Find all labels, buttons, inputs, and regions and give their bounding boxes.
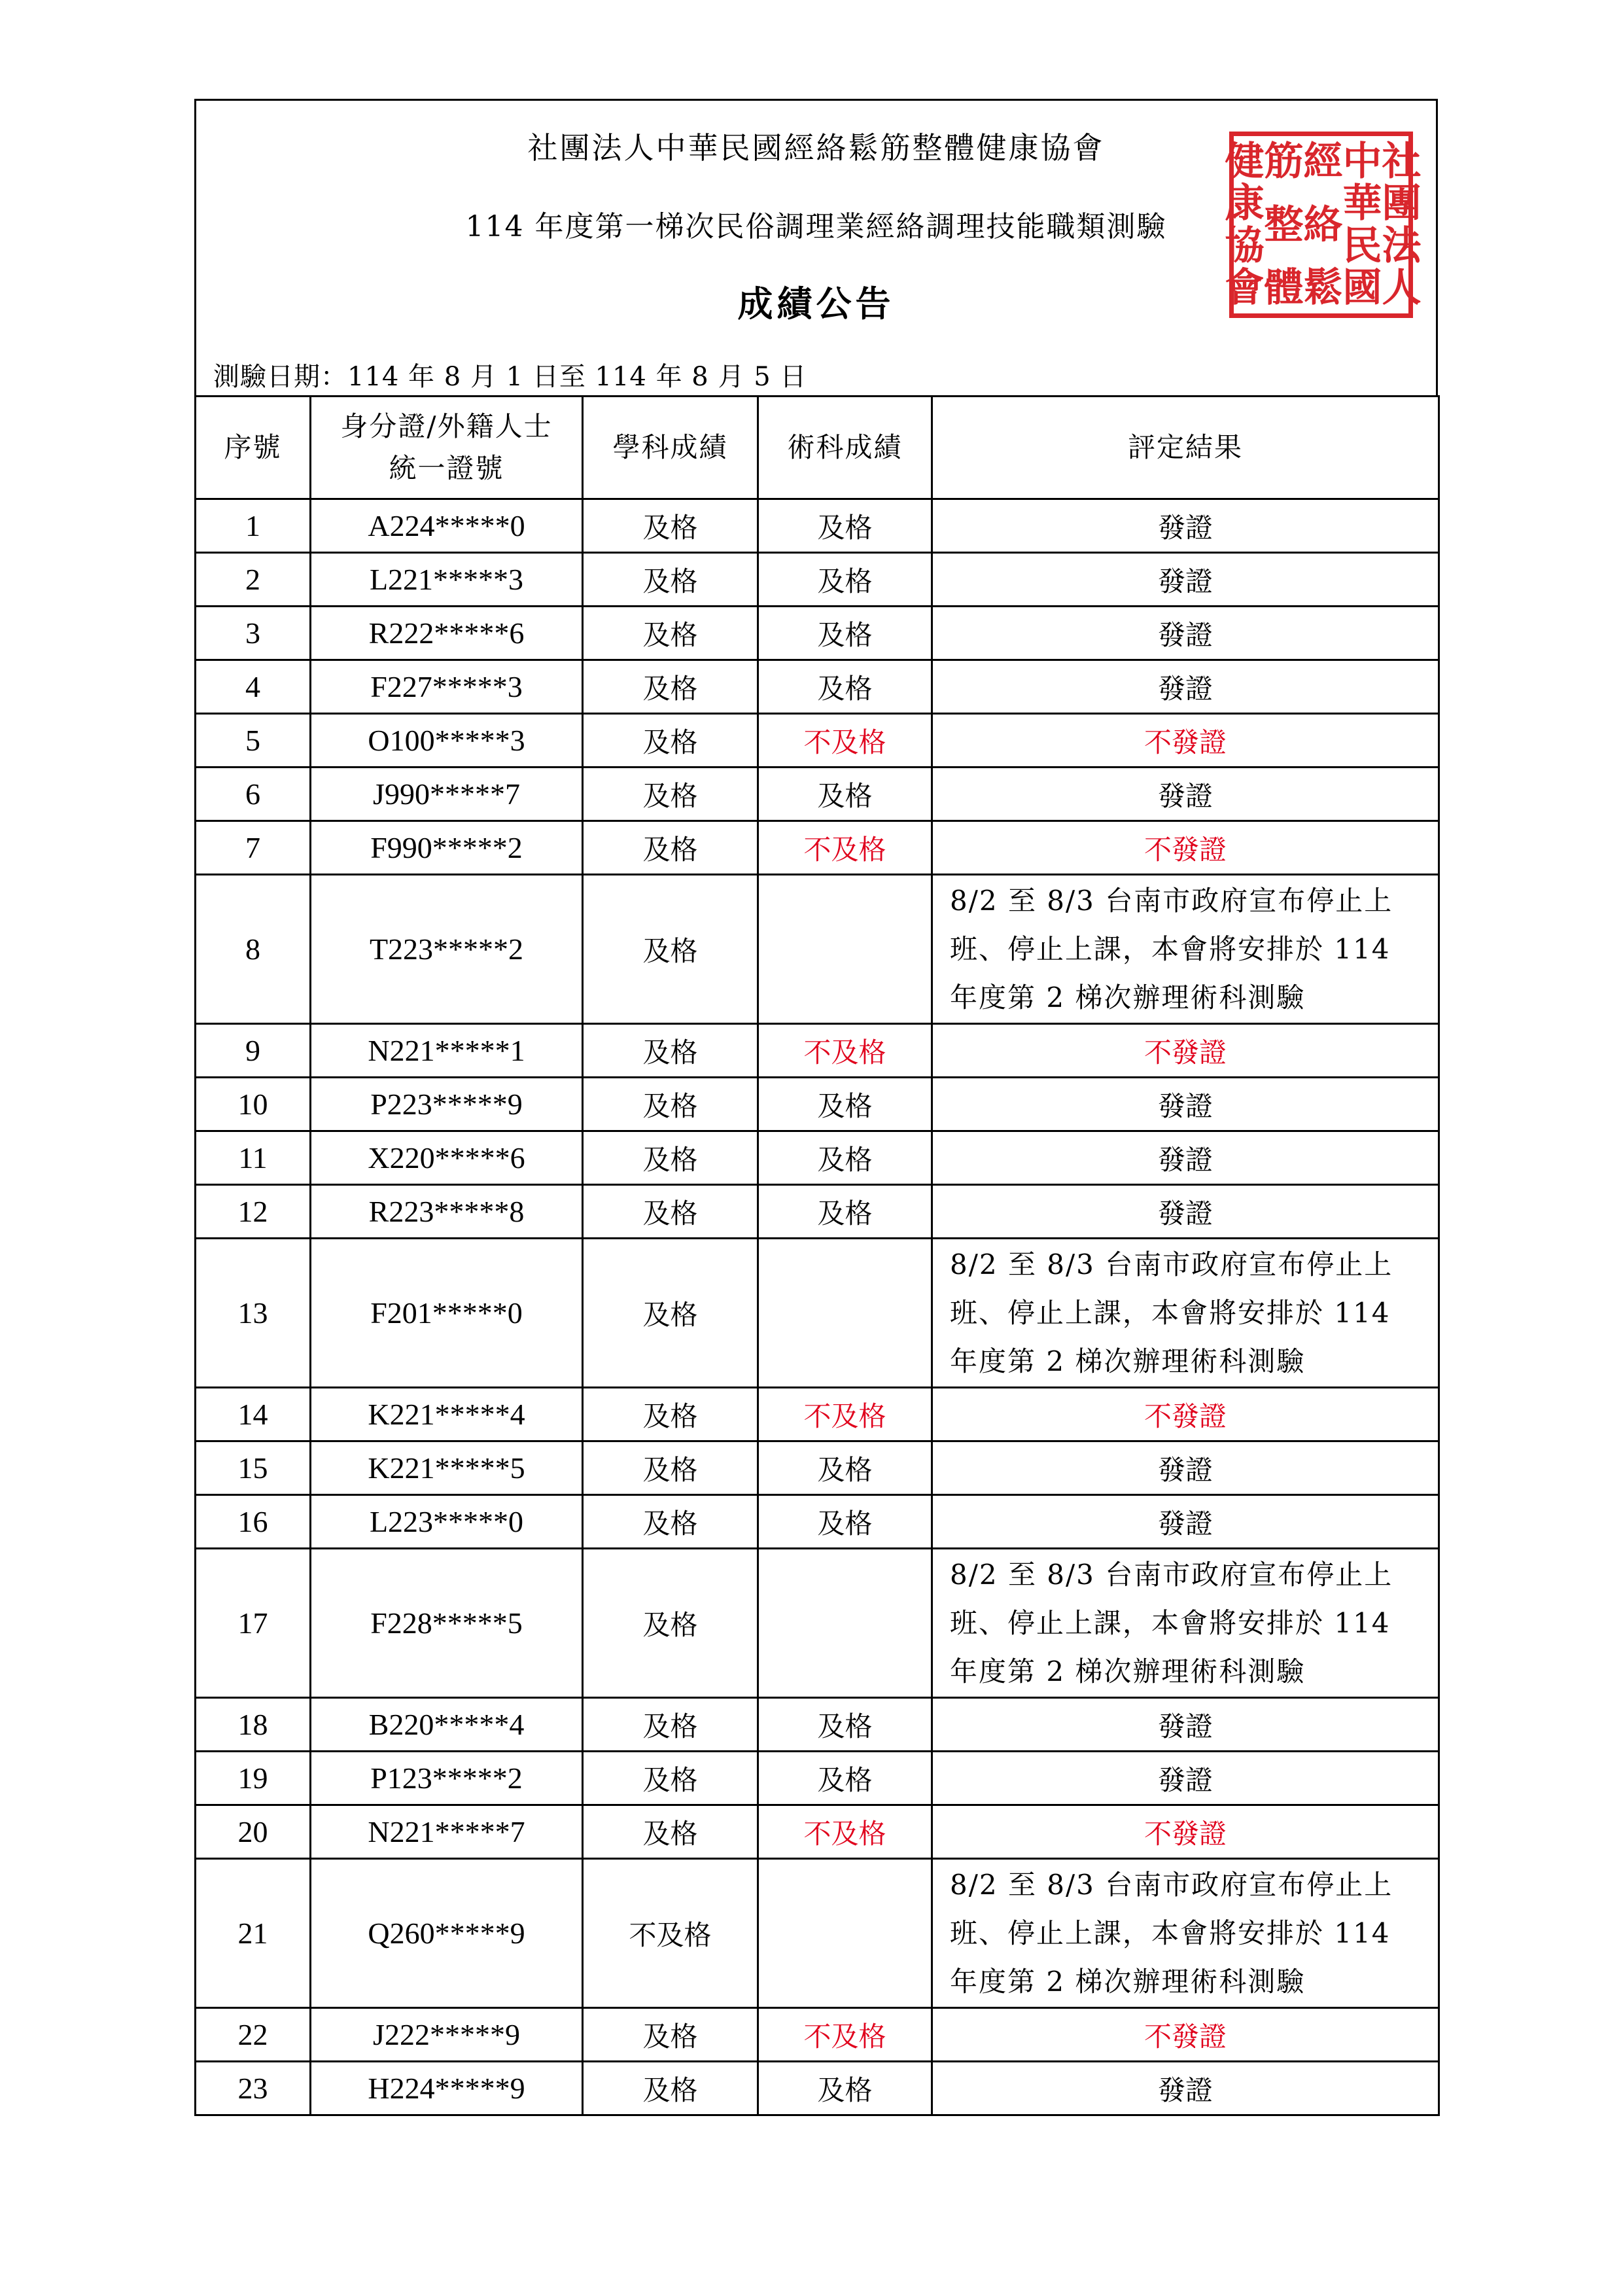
organization-name: 社團法人中華民國經絡鬆筋整體健康協會 (527, 130, 1105, 166)
result-cell: 不發證 (932, 1805, 1439, 1859)
seq-cell: 8 (196, 875, 311, 1024)
test-date: 測驗日期：114 年 8 月 1 日至 114 年 8 月 5 日 (213, 362, 807, 392)
table-row (196, 607, 1439, 660)
result-cell: 發證 (932, 2062, 1439, 2115)
written-score-cell: 及格 (583, 1549, 758, 1698)
id-cell: J222*****9 (311, 2008, 583, 2062)
table-row (196, 1185, 1439, 1239)
written-score-cell: 及格 (583, 553, 758, 607)
table-row (196, 875, 1439, 1024)
result-cell: 發證 (932, 499, 1439, 553)
table-row (196, 1549, 1439, 1698)
notice-title: 成績公告 (737, 283, 895, 325)
table-row (196, 1752, 1439, 1805)
id-cell: R223*****8 (311, 1185, 583, 1239)
result-cell: 8/2 至 8/3 台南市政府宣布停止上班、停止上課，本會將安排於 114 年度第 2 梯次辦理術科測驗 (932, 1549, 1439, 1698)
id-cell: B220*****4 (311, 1698, 583, 1752)
practical-score-cell: 不及格 (758, 1805, 932, 1859)
seq-cell: 15 (196, 1441, 311, 1495)
practical-score-cell: 及格 (758, 1131, 932, 1185)
seq-cell: 9 (196, 1024, 311, 1078)
practical-score-cell: 及格 (758, 1698, 932, 1752)
written-score-cell: 及格 (583, 499, 758, 553)
written-score-cell: 及格 (583, 1024, 758, 1078)
seal-column: 社 團 法 人 (1382, 139, 1422, 311)
header-result: 評定結果 (932, 397, 1439, 499)
id-cell: F201*****0 (311, 1239, 583, 1388)
written-score-cell: 及格 (583, 1239, 758, 1388)
results-table (194, 395, 1440, 2116)
result-cell: 不發證 (932, 2008, 1439, 2062)
table-row (196, 660, 1439, 714)
practical-score-cell: 不及格 (758, 821, 932, 875)
practical-score-cell: 及格 (758, 1495, 932, 1549)
seal-column: 健 康 協 會 (1225, 139, 1265, 311)
id-cell: R222*****6 (311, 607, 583, 660)
written-score-cell: 及格 (583, 821, 758, 875)
table-row (196, 821, 1439, 875)
practical-score-cell: 及格 (758, 1441, 932, 1495)
table-row (196, 768, 1439, 821)
result-cell: 發證 (932, 1752, 1439, 1805)
seq-cell: 5 (196, 714, 311, 768)
seq-cell: 10 (196, 1078, 311, 1131)
id-cell: X220*****6 (311, 1131, 583, 1185)
seq-cell: 2 (196, 553, 311, 607)
seq-cell: 7 (196, 821, 311, 875)
practical-score-cell (758, 875, 932, 1024)
result-cell: 發證 (932, 1441, 1439, 1495)
id-cell: Q260*****9 (311, 1859, 583, 2008)
seq-cell: 11 (196, 1131, 311, 1185)
id-cell: L223*****0 (311, 1495, 583, 1549)
result-cell: 發證 (932, 1185, 1439, 1239)
practical-score-cell: 及格 (758, 553, 932, 607)
header-written: 學科成績 (583, 397, 758, 499)
id-cell: N221*****7 (311, 1805, 583, 1859)
written-score-cell: 及格 (583, 2008, 758, 2062)
written-score-cell: 及格 (583, 660, 758, 714)
written-score-cell: 及格 (583, 1441, 758, 1495)
id-cell: F227*****3 (311, 660, 583, 714)
seq-cell: 18 (196, 1698, 311, 1752)
result-cell: 不發證 (932, 1024, 1439, 1078)
table-row (196, 1859, 1439, 2008)
seal-column: 中 華 民 國 (1342, 139, 1382, 311)
result-cell: 發證 (932, 1495, 1439, 1549)
seq-cell: 4 (196, 660, 311, 714)
written-score-cell: 及格 (583, 1131, 758, 1185)
id-cell: H224*****9 (311, 2062, 583, 2115)
seal-column: 筋 整 體 (1264, 139, 1304, 311)
id-cell: P223*****9 (311, 1078, 583, 1131)
result-cell: 發證 (932, 553, 1439, 607)
table-row (196, 1805, 1439, 1859)
result-cell: 發證 (932, 1131, 1439, 1185)
practical-score-cell: 及格 (758, 660, 932, 714)
result-cell: 不發證 (932, 714, 1439, 768)
seq-cell: 6 (196, 768, 311, 821)
table-row (196, 1388, 1439, 1441)
id-cell: A224*****0 (311, 499, 583, 553)
result-cell: 發證 (932, 1078, 1439, 1131)
practical-score-cell (758, 1859, 932, 2008)
seq-cell: 19 (196, 1752, 311, 1805)
practical-score-cell: 不及格 (758, 1388, 932, 1441)
result-cell: 發證 (932, 1698, 1439, 1752)
written-score-cell: 及格 (583, 1388, 758, 1441)
result-cell: 發證 (932, 768, 1439, 821)
id-cell: N221*****1 (311, 1024, 583, 1078)
written-score-cell: 不及格 (583, 1859, 758, 2008)
seq-cell: 17 (196, 1549, 311, 1698)
written-score-cell: 及格 (583, 875, 758, 1024)
result-cell: 發證 (932, 660, 1439, 714)
practical-score-cell: 及格 (758, 1185, 932, 1239)
seq-cell: 1 (196, 499, 311, 553)
header-practical: 術科成績 (758, 397, 932, 499)
seq-cell: 14 (196, 1388, 311, 1441)
seq-cell: 3 (196, 607, 311, 660)
written-score-cell: 及格 (583, 607, 758, 660)
practical-score-cell: 不及格 (758, 1024, 932, 1078)
seq-cell: 13 (196, 1239, 311, 1388)
practical-score-cell: 及格 (758, 2062, 932, 2115)
written-score-cell: 及格 (583, 768, 758, 821)
practical-score-cell: 不及格 (758, 714, 932, 768)
written-score-cell: 及格 (583, 1698, 758, 1752)
id-cell: F990*****2 (311, 821, 583, 875)
header-id (311, 397, 583, 499)
practical-score-cell: 及格 (758, 607, 932, 660)
practical-score-cell: 及格 (758, 1752, 932, 1805)
result-cell: 8/2 至 8/3 台南市政府宣布停止上班、停止上課，本會將安排於 114 年度第 2 梯次辦理術科測驗 (932, 1859, 1439, 2008)
header-id-line1: 身分證/外籍人士 (340, 410, 553, 442)
table-row (196, 1698, 1439, 1752)
id-cell: J990*****7 (311, 768, 583, 821)
table-row (196, 1441, 1439, 1495)
id-cell: P123*****2 (311, 1752, 583, 1805)
result-cell: 8/2 至 8/3 台南市政府宣布停止上班、停止上課，本會將安排於 114 年度第 2 梯次辦理術科測驗 (932, 875, 1439, 1024)
header-seq: 序號 (196, 397, 311, 499)
table-row (196, 1131, 1439, 1185)
written-score-cell: 及格 (583, 1495, 758, 1549)
practical-score-cell (758, 1239, 932, 1388)
table-row (196, 2062, 1439, 2115)
id-cell: L221*****3 (311, 553, 583, 607)
written-score-cell: 及格 (583, 714, 758, 768)
table-row (196, 1078, 1439, 1131)
id-cell: K221*****4 (311, 1388, 583, 1441)
practical-score-cell: 及格 (758, 1078, 932, 1131)
seq-cell: 21 (196, 1859, 311, 2008)
practical-score-cell: 及格 (758, 768, 932, 821)
id-cell: T223*****2 (311, 875, 583, 1024)
organization-seal (1225, 132, 1422, 318)
seq-cell: 12 (196, 1185, 311, 1239)
table-row (196, 2008, 1439, 2062)
result-cell: 不發證 (932, 1388, 1439, 1441)
table-body (196, 499, 1439, 2115)
practical-score-cell: 及格 (758, 499, 932, 553)
table-header-row (196, 397, 1439, 499)
table-row (196, 714, 1439, 768)
seq-cell: 22 (196, 2008, 311, 2062)
seq-cell: 16 (196, 1495, 311, 1549)
id-cell: O100*****3 (311, 714, 583, 768)
written-score-cell: 及格 (583, 1185, 758, 1239)
results-notice-sheet (194, 99, 1438, 2116)
written-score-cell: 及格 (583, 1805, 758, 1859)
exam-title: 114 年度第一梯次民俗調理業經絡調理技能職類測驗 (465, 210, 1167, 243)
written-score-cell: 及格 (583, 2062, 758, 2115)
notice-header (194, 99, 1438, 395)
written-score-cell: 及格 (583, 1078, 758, 1131)
table-row (196, 553, 1439, 607)
id-cell: F228*****5 (311, 1549, 583, 1698)
seq-cell: 20 (196, 1805, 311, 1859)
seq-cell: 23 (196, 2062, 311, 2115)
practical-score-cell (758, 1549, 932, 1698)
table-row (196, 1024, 1439, 1078)
practical-score-cell: 不及格 (758, 2008, 932, 2062)
seal-column: 經 絡 鬆 (1303, 139, 1343, 311)
written-score-cell: 及格 (583, 1752, 758, 1805)
id-cell: K221*****5 (311, 1441, 583, 1495)
result-cell: 發證 (932, 607, 1439, 660)
result-cell: 不發證 (932, 821, 1439, 875)
header-id-line2: 統一證號 (389, 452, 504, 484)
table-row (196, 1239, 1439, 1388)
table-row (196, 1495, 1439, 1549)
result-cell: 8/2 至 8/3 台南市政府宣布停止上班、停止上課，本會將安排於 114 年度第 2 梯次辦理術科測驗 (932, 1239, 1439, 1388)
table-row (196, 499, 1439, 553)
